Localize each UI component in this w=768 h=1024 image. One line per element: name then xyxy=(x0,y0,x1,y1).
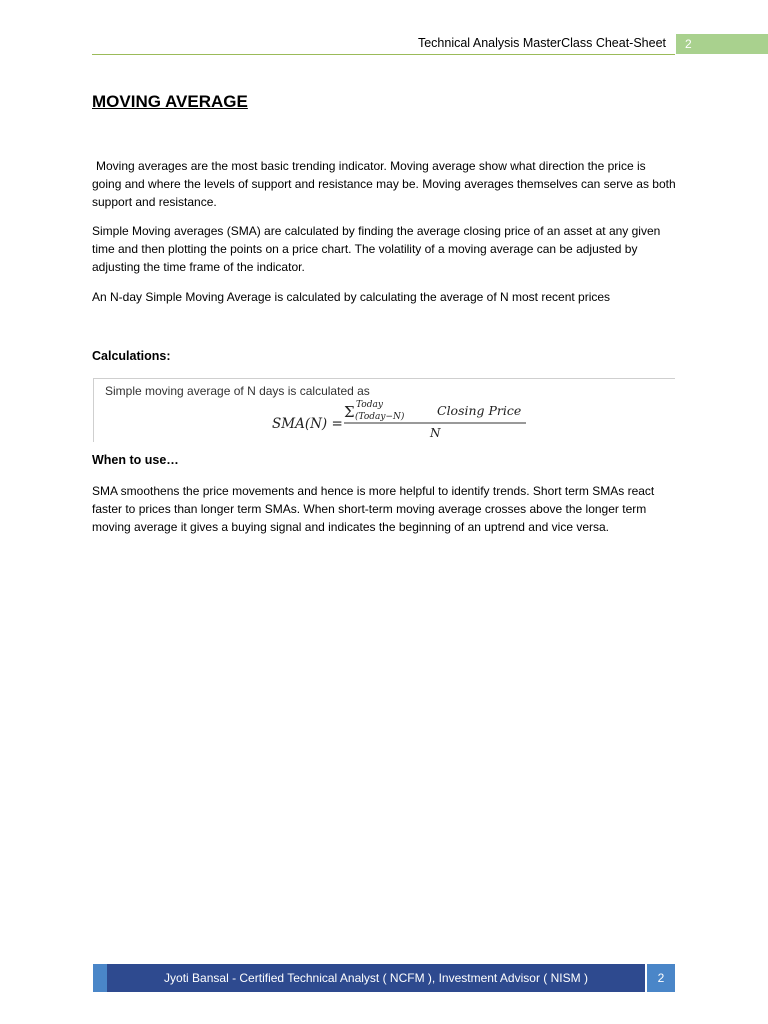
section-title: MOVING AVERAGE xyxy=(92,92,248,111)
formula-upper-limit: Today xyxy=(356,400,383,410)
when-to-use-heading: When to use… xyxy=(92,453,179,467)
header-page-number: 2 xyxy=(676,34,768,54)
paragraph-when-to-use: SMA smoothens the price movements and hence is more helpful to identify trends. Short term SMAs react faster to prices than longer term SMAs. When short-term moving average crosses above the longer term moving average it gives a buying signal and indicates the beginning of an uptrend and vice versa. xyxy=(92,484,655,534)
footer-page-number: 2 xyxy=(647,964,675,992)
formula-image xyxy=(93,378,675,442)
formula-sum-symbol: Σ xyxy=(344,403,355,421)
calculations-heading: Calculations: xyxy=(92,349,171,363)
footer-text: Jyoti Bansal - Certified Technical Analyst ( NCFM ), Investment Advisor ( NISM ) xyxy=(107,964,645,992)
formula-caption: Simple moving average of N days is calculated as xyxy=(105,384,370,398)
formula-lower-limit: (Today−N) xyxy=(355,412,405,422)
paragraph-intro: Moving averages are the most basic trending indicator. Moving average show what direction the price is going and where the levels of support and resistance may be. Moving averages themselves can serve as both support and resistance. xyxy=(92,159,676,209)
formula-numerator: Closing Price xyxy=(437,403,522,418)
paragraph-sma: Simple Moving averages (SMA) are calculated by finding the average closing price of an asset at any given time and then plotting the points on a price chart. The volatility of a moving average can be adjusted by adjusting the time frame of the indicator. xyxy=(92,224,661,274)
header-title: Technical Analysis MasterClass Cheat-Sheet xyxy=(417,36,666,50)
header-rule xyxy=(92,54,675,55)
paragraph-n-day: An N-day Simple Moving Average is calculated by calculating the average of N most recent prices xyxy=(92,290,611,304)
formula-denominator: N xyxy=(430,426,441,440)
footer-accent xyxy=(93,964,107,992)
formula-lhs: SMA(N) = xyxy=(272,416,343,432)
formula-svg xyxy=(94,379,676,443)
